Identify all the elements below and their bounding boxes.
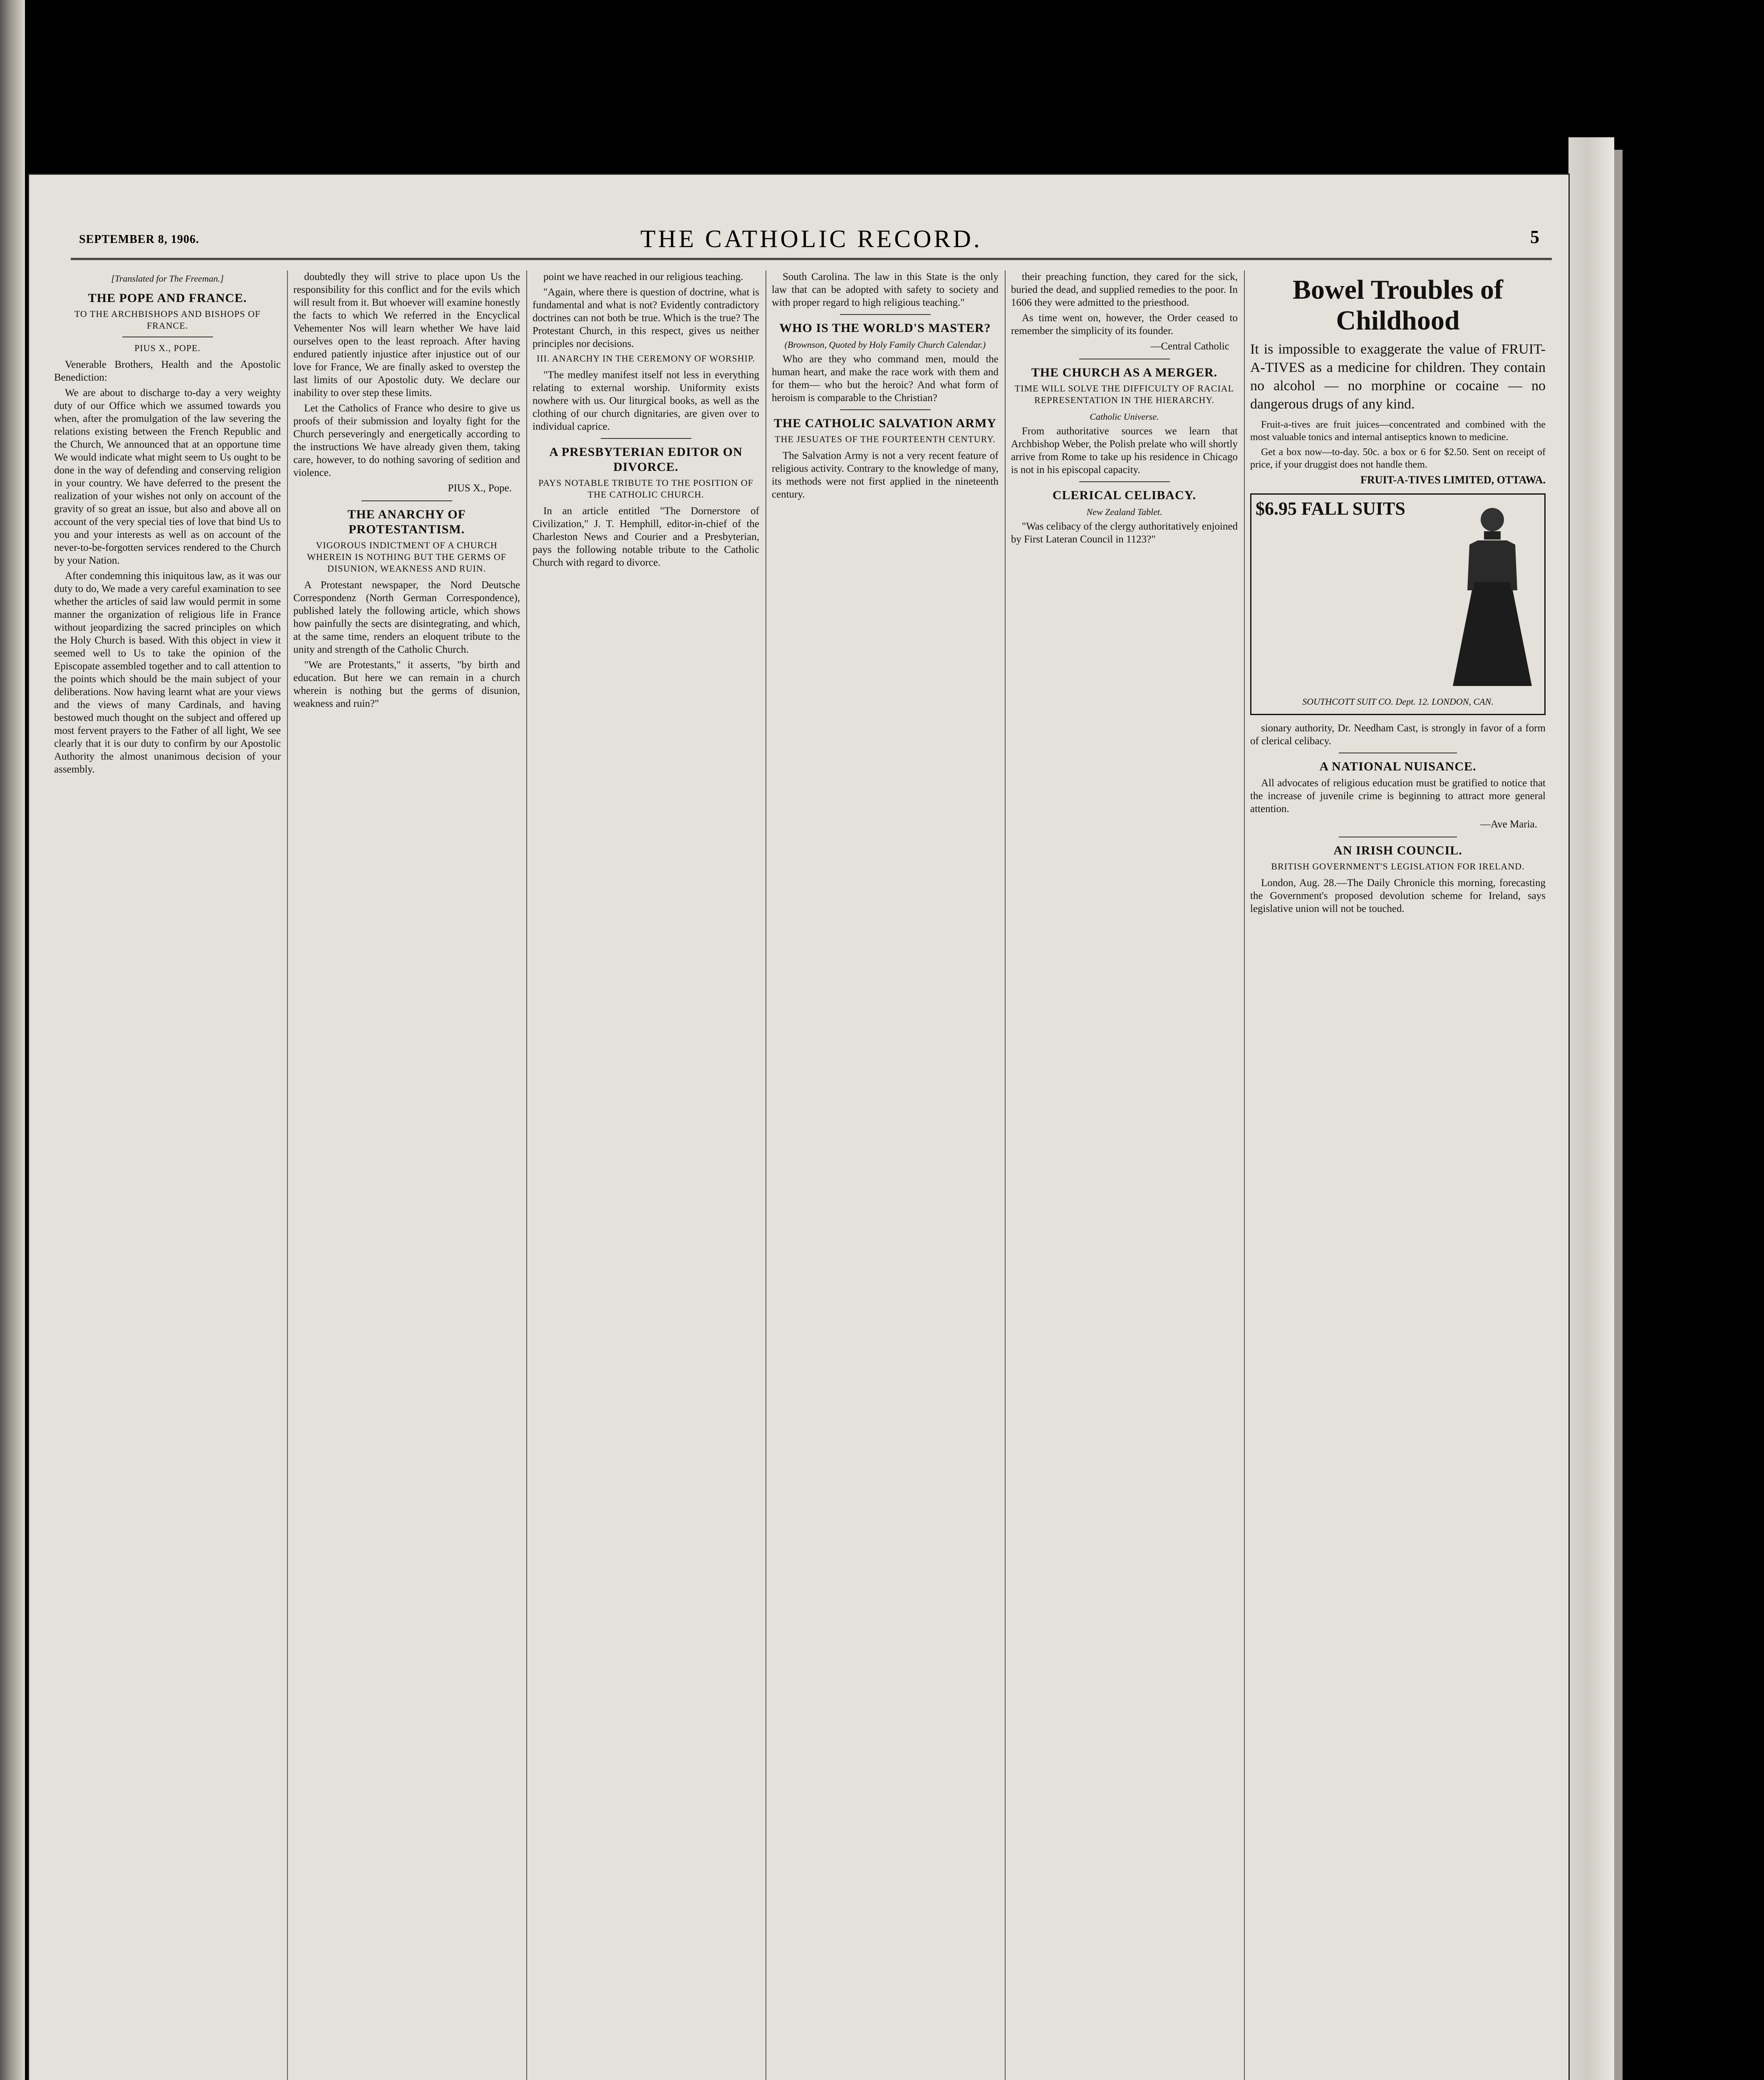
column-4 <box>772 270 998 2080</box>
signature: —Ave Maria. <box>1480 819 1537 830</box>
paragraph: "The medley manifest itself not less in everything relating to external worship. Uniformity exists nowhere with us. Our liturgical books, as well as the clothing of our church dignitaries, are given over to individual caprice. <box>533 369 759 432</box>
page-edge-shadow <box>1614 150 1623 2080</box>
signature: PIUS X., Pope. <box>448 483 512 494</box>
paragraph: Venerable Brothers, Health and the Apostolic Benediction: <box>54 359 281 383</box>
paragraph: In an article entitled "The Dornerstore of Civilization," J. T. Hemphill, editor-in-chief of the Charleston News and Courier and a Presbyterian, pays the following notable tribute to the Catholic Church with regard to divorce. <box>533 505 759 568</box>
paragraph: "Again, where there is question of doctrine, what is fundamental and what is not? Evidently contradictory doctrines can not both be true. Which is the true? The Protestant Church, in this respect, gives us neither principles nor decisions. <box>533 287 759 349</box>
column-3 <box>533 270 759 2080</box>
paragraph: We are about to discharge to-day a very weighty duty of our Office which we assumed towards you when, after the promulgation of the law severing the relations existing between the French Republic and the Church, We announced that at an opportune time We would indicate what might seem to Us ought to be done in the way of defending and conserving religion in your country. We have deferred to the present the realization of your wishes not only on account of the gravity of so great an issue, but also and above all on account of the very special ties of love that bind Us to you and your interests as well as on account of the never-to-be-forgotten services rendered to the Church by your Nation. <box>54 387 281 566</box>
paragraph: London, Aug. 28.—The Daily Chronicle this morning, forecasting the Government's proposed devolution scheme for Ireland, says legislative union will not be touched. <box>1250 877 1546 914</box>
column-rule <box>1005 270 1006 2080</box>
subhead-indictment: VIGOROUS INDICTMENT OF A CHURCH WHEREIN IS NOTHING BUT THE GERMS OF DISUNION, WEAKNESS AND RUIN. <box>307 540 507 574</box>
byline-pius: PIUS X., POPE. <box>134 343 201 353</box>
divider <box>362 500 452 501</box>
column-rule <box>526 270 527 2080</box>
page-edge-stack <box>1568 137 1614 2080</box>
source-line: Catholic Universe. <box>1090 411 1159 422</box>
column-2 <box>293 270 520 2080</box>
issue-date: SEPTEMBER 8, 1906. <box>79 233 199 246</box>
paragraph: point we have reached in our religious teaching. <box>543 271 743 282</box>
fruitatives-advertisement <box>1250 275 1546 487</box>
paragraph: South Carolina. The law in this State is the only law that can be adopted with safety to society and with proper regard to high religious teaching." <box>772 271 998 308</box>
suits-footer: SOUTHCOTT SUIT CO. Dept. 12. LONDON, CAN. <box>1302 696 1494 707</box>
headline-national-nuisance: A NATIONAL NUISANCE. <box>1319 760 1477 773</box>
masthead <box>71 220 1552 260</box>
paragraph: A Protestant newspaper, the Nord Deutsche Correspondenz (North German Correspondence), published lately the following article, which shows how painfully the sects are disintegrating, and which, at the same time, renders an eloquent tribute to the unity and strength of the Catholic Church. <box>293 579 520 655</box>
woman-figure-illustration <box>1444 499 1540 690</box>
section-heading: III. ANARCHY IN THE CEREMONY OF WORSHIP. <box>536 353 756 364</box>
paragraph: Let the Catholics of France who desire to give us proofs of their submission and loyalty fight for the Church perseveringly and energetically according to the instructions We have already given them, taking care, however, to do nothing savoring of sedition and violence. <box>293 403 520 478</box>
subhead-tribute: PAYS NOTABLE TRIBUTE TO THE POSITION OF THE CATHOLIC CHURCH. <box>538 478 753 500</box>
headline-irish-council: AN IRISH COUNCIL. <box>1333 844 1462 857</box>
column-5 <box>1011 270 1238 2080</box>
paragraph: All advocates of religious education must be gratified to notice that the increase of juvenile crime is beginning to attract more general attention. <box>1250 778 1546 815</box>
subhead-irish-legislation: BRITISH GOVERNMENT'S LEGISLATION FOR IRELAND. <box>1271 861 1525 872</box>
subhead-jesuates: THE JESUATES OF THE FOURTEENTH CENTURY. <box>775 434 996 444</box>
divider <box>840 409 931 410</box>
divider <box>1079 481 1170 482</box>
translation-note: [Translated for The Freeman.] <box>111 273 224 284</box>
column-1 <box>54 270 281 2080</box>
binding-edge <box>0 0 25 2080</box>
paragraph: sionary authority, Dr. Needham Cast, is strongly in favor of a form of clerical celibacy. <box>1250 723 1546 747</box>
headline-anarchy-protestantism: THE ANARCHY OF PROTESTANTISM. <box>347 508 466 536</box>
column-6 <box>1250 270 1546 2080</box>
ad-title: Bowel Troubles of Childhood <box>1292 275 1504 336</box>
paragraph: As time went on, however, the Order ceased to remember the simplicity of its founder. <box>1011 312 1238 337</box>
paragraph: doubtedly they will strive to place upon Us the responsibility for this conflict and for the evils which will result from it. But whoever will examine honestly the facts to which We referred in the Encyclical Vehementer Nos will learn whether We have laid ourselves open to the least reproach. After having endured patiently injustice after injustice out of our love for France, We are finally asked to overstep the last limits of our Apostolic duty. We declare our inability to over step these limits. <box>293 271 520 399</box>
headline-salvation-army: THE CATHOLIC SALVATION ARMY <box>773 416 997 430</box>
column-rule <box>1244 270 1245 2080</box>
ad-offer: Get a box now—to-day. 50c. a box or 6 for $2.50. Sent on receipt of price, if your druggist does not handle them. <box>1250 447 1546 470</box>
paragraph: Who are they who command men, mould the human heart, and make the race work with them and for them— who but the heroic? And what form of heroism is comparable to the Christian? <box>772 354 998 404</box>
ad-firm: FRUIT-A-TIVES LIMITED, OTTAWA. <box>1360 474 1546 486</box>
credit-line: (Brownson, Quoted by Holy Family Church Calendar.) <box>784 339 986 350</box>
paragraph: The Salvation Army is not a very recent feature of religious activity. Contrary to the knowledge of many, its methods were not first applied in the nineteenth century. <box>772 450 998 500</box>
divider <box>601 438 691 439</box>
headline-pope-and-france: THE POPE AND FRANCE. <box>88 291 247 305</box>
signature: —Central Catholic <box>1150 341 1229 352</box>
source-line: New Zealand Tablet. <box>1086 507 1162 517</box>
paragraph: their preaching function, they cared for the sick, buried the dead, and supplied remedies to the poor. In 1606 they were admitted to the priesthood. <box>1011 271 1238 308</box>
headline-presbyterian-editor: A PRESBYTERIAN EDITOR ON DIVORCE. <box>549 445 743 474</box>
headline-clerical-celibacy: CLERICAL CELIBACY. <box>1052 488 1197 502</box>
ad-body: Fruit-a-tives are fruit juices—concentrated and combined with the most valuable tonics and internal antiseptics known to medicine. <box>1250 419 1546 443</box>
paragraph: "Was celibacy of the clergy authoritatively enjoined by First Lateran Council in 1123?" <box>1011 521 1238 545</box>
fall-suits-advertisement <box>1250 493 1546 715</box>
subhead-archbishops: TO THE ARCHBISHOPS AND BISHOPS OF FRANCE. <box>74 309 261 331</box>
paragraph: "We are Protestants," it asserts, "by birth and education. But here we can remain in a church wherein is nothing but the germs of disunion, weakness and ruin?" <box>293 659 520 709</box>
divider <box>840 314 931 315</box>
headline-worlds-master: WHO IS THE WORLD'S MASTER? <box>779 321 991 335</box>
paragraph: From authoritative sources we learn that Archbishop Weber, the Polish prelate who will shortly arrive from Rome to take up his residence in Chicago is not in his episcopal capacity. <box>1011 426 1238 475</box>
headline-church-merger: THE CHURCH AS A MERGER. <box>1031 366 1218 379</box>
suits-title: $6.95 FALL SUITS <box>1256 498 1405 519</box>
page-number: 5 <box>1530 227 1539 247</box>
column-rule <box>287 270 288 2080</box>
newspaper-page <box>29 175 1568 2080</box>
subhead-racial-representation: TIME WILL SOLVE THE DIFFICULTY OF RACIAL REPRESENTATION IN THE HIERARCHY. <box>1014 383 1234 405</box>
newspaper-title: THE CATHOLIC RECORD. <box>640 225 982 253</box>
paragraph: After condemning this iniquitous law, as it was our duty to do, We made a very careful examination to see whether the articles of said law would permit in some manner the organization of religious life in France without jeopardizing the sacred principles on which the Holy Church is based. With this object in view it seemed well to Us to take the opinion of the Episcopate assembled together and to call attention to the points which should be the main subject of your deliberations. Now having learnt what are your views and the views of many Cardinals, and having bestowed much thought on the subject and offered up most fervent prayers to the Father of all light, We see clearly that it is our duty to confirm by our Apostolic Authority the almost unanimous decision of your assembly. <box>54 570 281 775</box>
ad-lead: It is impossible to exaggerate the value of FRUIT-A-TIVES as a medicine for children. They contain no alcohol — no morphine or cocaine — no dangerous drugs of any kind. <box>1250 342 1546 412</box>
